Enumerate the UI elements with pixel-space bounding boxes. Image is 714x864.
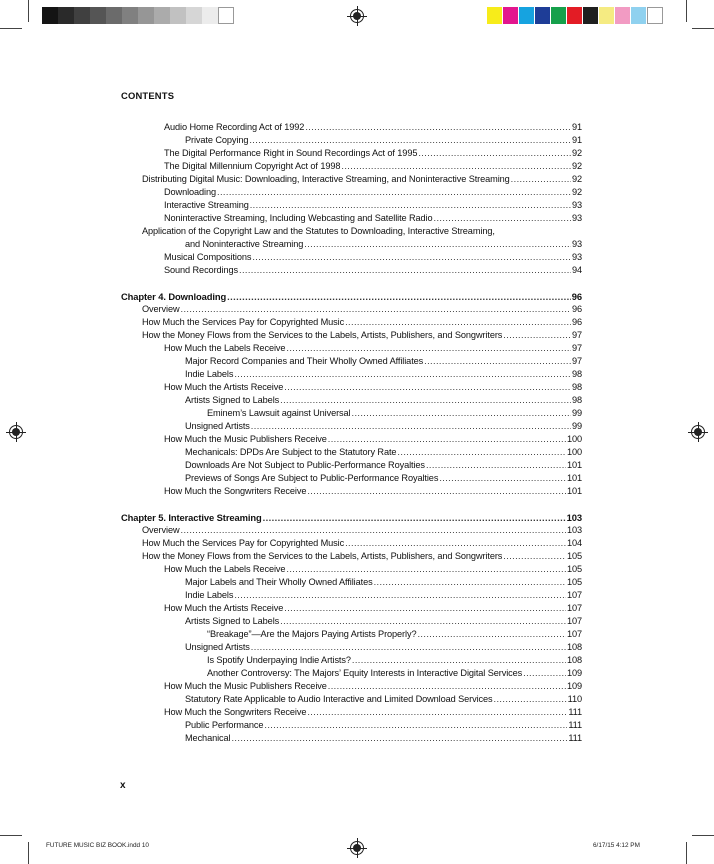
toc-entry-title: Previews of Songs Are Subject to Public-Performance Royalties bbox=[185, 473, 439, 483]
toc-entry-page: 105 bbox=[566, 564, 582, 574]
toc-entry-page: 109 bbox=[566, 681, 582, 691]
toc-entry-title: Unsigned Artists bbox=[185, 421, 250, 431]
toc-gap bbox=[121, 498, 582, 511]
crop-mark bbox=[686, 0, 687, 22]
color-swatch bbox=[218, 7, 234, 24]
toc-entry-title: Overview bbox=[142, 304, 180, 314]
toc-entry-title: Audio Home Recording Act of 1992 bbox=[164, 122, 305, 132]
toc-dot-leader bbox=[307, 706, 567, 719]
toc-entry bbox=[121, 303, 582, 316]
color-swatch bbox=[551, 7, 567, 24]
toc-chapter-entry bbox=[121, 290, 582, 303]
registration-mark-top bbox=[350, 9, 364, 23]
toc-entry bbox=[121, 602, 582, 615]
toc-entry bbox=[121, 654, 582, 667]
toc-entry bbox=[121, 537, 582, 550]
toc-dot-leader bbox=[231, 732, 567, 745]
color-swatch bbox=[567, 7, 583, 24]
toc-entry bbox=[121, 173, 582, 186]
toc-entry bbox=[121, 394, 582, 407]
toc-entry bbox=[121, 251, 582, 264]
toc-dot-leader bbox=[250, 199, 571, 212]
toc-entry-page: 103 bbox=[566, 512, 582, 523]
toc-entry-page: 107 bbox=[566, 603, 582, 613]
color-swatch bbox=[519, 7, 535, 24]
page-number: x bbox=[120, 780, 126, 791]
toc-entry-page: 100 bbox=[566, 434, 582, 444]
toc-entry-title: How Much the Labels Receive bbox=[164, 343, 286, 353]
toc-dot-leader bbox=[286, 342, 571, 355]
toc-entry-page: 92 bbox=[571, 148, 582, 158]
toc-entry-page: 93 bbox=[571, 200, 582, 210]
grayscale-bar bbox=[42, 7, 234, 24]
toc-entry-title: Indie Labels bbox=[185, 369, 234, 379]
toc-entry-page: 92 bbox=[571, 161, 582, 171]
toc-entry-page: 101 bbox=[566, 473, 582, 483]
toc-dot-leader bbox=[234, 589, 566, 602]
toc-entry-title: How the Money Flows from the Services to the Labels, Artists, Publishers, and Songwriters bbox=[142, 330, 503, 340]
toc-entry bbox=[121, 732, 582, 745]
toc-entry-title: and Noninteractive Streaming bbox=[185, 239, 304, 249]
toc-entry-title: How Much the Music Publishers Receive bbox=[164, 434, 327, 444]
toc-dot-leader bbox=[523, 667, 566, 680]
toc-dot-leader bbox=[397, 446, 566, 459]
toc-entry-page: 91 bbox=[571, 122, 582, 132]
toc-entry-title: Indie Labels bbox=[185, 590, 234, 600]
toc-dot-leader bbox=[217, 186, 571, 199]
toc-entry bbox=[121, 706, 582, 719]
toc-entry bbox=[121, 121, 582, 134]
color-swatch bbox=[631, 7, 647, 24]
toc-entry-title: Artists Signed to Labels bbox=[185, 395, 280, 405]
toc-dot-leader bbox=[239, 264, 571, 277]
color-swatch bbox=[615, 7, 631, 24]
toc-dot-leader bbox=[503, 550, 566, 563]
toc-entry-title: Downloads Are Not Subject to Public-Performance Royalties bbox=[185, 460, 425, 470]
toc-entry-title: Distributing Digital Music: Downloading, Interactive Streaming, and Noninteractive Streaming bbox=[142, 174, 510, 184]
color-swatch bbox=[154, 7, 170, 24]
toc-entry-title: Artists Signed to Labels bbox=[185, 616, 280, 626]
toc-dot-leader bbox=[345, 316, 571, 329]
toc-entry-page: 93 bbox=[571, 252, 582, 262]
toc-entry bbox=[121, 212, 582, 225]
toc-entry-title: How Much the Artists Receive bbox=[164, 382, 284, 392]
color-swatch bbox=[42, 7, 58, 24]
slug-filename: FUTURE MUSIC BIZ BOOK.indd 10 bbox=[46, 842, 149, 849]
toc-entry-page: 101 bbox=[566, 486, 582, 496]
toc-entry-title: How Much the Songwriters Receive bbox=[164, 707, 307, 717]
crop-mark bbox=[28, 842, 29, 864]
toc-entry-title: “Breakage”—Are the Majors Paying Artists Properly? bbox=[207, 629, 417, 639]
toc-entry-page: 111 bbox=[568, 707, 582, 717]
toc-gap bbox=[121, 277, 582, 290]
toc-entry-title: How Much the Services Pay for Copyrighted Music bbox=[142, 317, 345, 327]
toc-entry-title: Musical Compositions bbox=[164, 252, 252, 262]
crop-mark bbox=[692, 28, 714, 29]
toc-entry bbox=[121, 563, 582, 576]
toc-entry-page: 97 bbox=[571, 330, 582, 340]
toc-entry-page: 97 bbox=[571, 343, 582, 353]
crop-mark bbox=[0, 28, 22, 29]
toc-entry-page: 110 bbox=[567, 694, 582, 704]
toc-entry-title: Interactive Streaming bbox=[164, 200, 249, 210]
toc-entry bbox=[121, 407, 582, 420]
toc-dot-leader bbox=[426, 459, 566, 472]
toc-dot-leader bbox=[341, 160, 571, 173]
toc-entry-title: Public Performance bbox=[185, 720, 264, 730]
toc-dot-leader bbox=[511, 173, 571, 186]
toc-dot-leader bbox=[503, 329, 571, 342]
toc-entry-title: Application of the Copyright Law and the Statutes to Downloading, Interactive Streaming, bbox=[142, 226, 495, 236]
toc-entry-page: 98 bbox=[571, 395, 582, 405]
toc-entry-title: Eminem’s Lawsuit against Universal bbox=[207, 408, 351, 418]
toc-entry-page: 108 bbox=[566, 655, 582, 665]
toc-dot-leader bbox=[252, 251, 571, 264]
toc-entry bbox=[121, 615, 582, 628]
toc-entry-title: Noninteractive Streaming, Including Webcasting and Satellite Radio bbox=[164, 213, 433, 223]
toc-entry bbox=[121, 719, 582, 732]
toc-entry-title: Chapter 4. Downloading bbox=[121, 291, 227, 302]
toc-entry-page: 105 bbox=[566, 577, 582, 587]
toc-entry bbox=[121, 524, 582, 537]
toc-entry-page: 111 bbox=[568, 733, 582, 743]
toc-entry bbox=[121, 550, 582, 563]
toc-entry-title: How Much the Songwriters Receive bbox=[164, 486, 307, 496]
toc-entry-title: The Digital Millennium Copyright Act of 1998 bbox=[164, 161, 341, 171]
color-swatch bbox=[106, 7, 122, 24]
color-swatch bbox=[186, 7, 202, 24]
color-swatch bbox=[503, 7, 519, 24]
crop-mark bbox=[686, 842, 687, 864]
toc-entry bbox=[121, 433, 582, 446]
toc-entry-page: 104 bbox=[566, 538, 582, 548]
toc-entry-title: Major Labels and Their Wholly Owned Affiliates bbox=[185, 577, 373, 587]
registration-mark-bottom bbox=[350, 841, 364, 855]
toc-entry bbox=[121, 368, 582, 381]
toc-entry-page: 105 bbox=[566, 551, 582, 561]
toc-entry-title: Unsigned Artists bbox=[185, 642, 250, 652]
toc-entry bbox=[121, 641, 582, 654]
toc-entry bbox=[121, 147, 582, 160]
toc-dot-leader bbox=[181, 524, 566, 537]
toc-dot-leader bbox=[280, 615, 566, 628]
toc-chapter-entry bbox=[121, 511, 582, 524]
toc-entry bbox=[121, 329, 582, 342]
color-swatch bbox=[487, 7, 503, 24]
toc-dot-leader bbox=[284, 381, 571, 394]
toc-entry bbox=[121, 485, 582, 498]
toc-entry bbox=[121, 693, 582, 706]
toc-entry-page: 93 bbox=[571, 239, 582, 249]
toc-entry bbox=[121, 680, 582, 693]
table-of-contents bbox=[121, 121, 582, 745]
toc-entry bbox=[121, 238, 582, 251]
toc-entry-title: The Digital Performance Right in Sound Recordings Act of 1995 bbox=[164, 148, 418, 158]
toc-entry-page: 98 bbox=[571, 382, 582, 392]
toc-entry-page: 100 bbox=[566, 447, 582, 457]
color-bar bbox=[487, 7, 663, 24]
crop-mark bbox=[0, 835, 22, 836]
toc-entry-page: 107 bbox=[566, 629, 582, 639]
toc-entry-title: How Much the Services Pay for Copyrighted Music bbox=[142, 538, 345, 548]
toc-entry-title: How the Money Flows from the Services to the Labels, Artists, Publishers, and Songwriters bbox=[142, 551, 503, 561]
toc-entry-page: 92 bbox=[571, 174, 582, 184]
toc-dot-leader bbox=[424, 355, 571, 368]
color-swatch bbox=[170, 7, 186, 24]
toc-dot-leader bbox=[227, 290, 571, 303]
toc-entry bbox=[121, 342, 582, 355]
toc-entry-page: 96 bbox=[571, 304, 582, 314]
color-swatch bbox=[583, 7, 599, 24]
toc-entry-page: 107 bbox=[566, 590, 582, 600]
toc-entry-title: Sound Recordings bbox=[164, 265, 238, 275]
toc-entry bbox=[121, 264, 582, 277]
toc-entry-title: Private Copying bbox=[185, 135, 249, 145]
toc-entry bbox=[121, 160, 582, 173]
toc-entry bbox=[121, 355, 582, 368]
color-swatch bbox=[138, 7, 154, 24]
toc-dot-leader bbox=[494, 693, 567, 706]
toc-entry bbox=[121, 381, 582, 394]
toc-dot-leader bbox=[328, 680, 566, 693]
toc-entry-title: Another Controversy: The Majors’ Equity Interests in Interactive Digital Services bbox=[207, 668, 523, 678]
toc-entry-page: 94 bbox=[571, 265, 582, 275]
toc-entry bbox=[121, 459, 582, 472]
toc-dot-leader bbox=[263, 511, 566, 524]
toc-entry-page: 111 bbox=[568, 720, 582, 730]
slug-date: 6/17/15 4:12 PM bbox=[593, 842, 640, 849]
toc-entry-page: 99 bbox=[571, 408, 582, 418]
toc-dot-leader bbox=[307, 485, 566, 498]
toc-entry bbox=[121, 446, 582, 459]
toc-entry-title: Chapter 5. Interactive Streaming bbox=[121, 512, 262, 523]
registration-mark-left bbox=[9, 425, 23, 439]
toc-entry-page: 97 bbox=[571, 356, 582, 366]
toc-dot-leader bbox=[352, 654, 566, 667]
toc-entry-page: 96 bbox=[571, 317, 582, 327]
toc-dot-leader bbox=[251, 420, 571, 433]
crop-mark bbox=[692, 835, 714, 836]
toc-dot-leader bbox=[417, 628, 566, 641]
color-swatch bbox=[74, 7, 90, 24]
toc-entry-page: 108 bbox=[566, 642, 582, 652]
toc-dot-leader bbox=[284, 602, 566, 615]
toc-entry-page: 99 bbox=[571, 421, 582, 431]
toc-dot-leader bbox=[439, 472, 566, 485]
toc-entry-page: 93 bbox=[571, 213, 582, 223]
color-swatch bbox=[58, 7, 74, 24]
toc-entry-title: How Much the Labels Receive bbox=[164, 564, 286, 574]
toc-entry-page: 98 bbox=[571, 369, 582, 379]
toc-dot-leader bbox=[434, 212, 571, 225]
toc-dot-leader bbox=[249, 134, 571, 147]
toc-entry-title: Overview bbox=[142, 525, 180, 535]
toc-entry-page: 92 bbox=[571, 187, 582, 197]
toc-entry bbox=[121, 472, 582, 485]
toc-dot-leader bbox=[305, 121, 571, 134]
toc-entry-title: Downloading bbox=[164, 187, 217, 197]
toc-entry-title: Mechanical bbox=[185, 733, 231, 743]
toc-entry bbox=[121, 225, 582, 238]
toc-dot-leader bbox=[251, 641, 566, 654]
toc-dot-leader bbox=[280, 394, 571, 407]
toc-entry bbox=[121, 576, 582, 589]
toc-entry bbox=[121, 628, 582, 641]
toc-entry-title: Statutory Rate Applicable to Audio Interactive and Limited Download Services bbox=[185, 694, 493, 704]
toc-entry-title: How Much the Music Publishers Receive bbox=[164, 681, 327, 691]
color-swatch bbox=[647, 7, 663, 24]
toc-entry-title: Mechanicals: DPDs Are Subject to the Statutory Rate bbox=[185, 447, 397, 457]
toc-entry bbox=[121, 420, 582, 433]
toc-entry-title: Major Record Companies and Their Wholly Owned Affiliates bbox=[185, 356, 424, 366]
toc-entry bbox=[121, 199, 582, 212]
toc-entry-page: 101 bbox=[566, 460, 582, 470]
toc-dot-leader bbox=[345, 537, 566, 550]
toc-entry bbox=[121, 186, 582, 199]
toc-entry-page: 103 bbox=[566, 525, 582, 535]
toc-entry-page: 109 bbox=[566, 668, 582, 678]
toc-entry bbox=[121, 589, 582, 602]
crop-mark bbox=[28, 0, 29, 22]
color-swatch bbox=[90, 7, 106, 24]
color-swatch bbox=[122, 7, 138, 24]
toc-entry-title: Is Spotify Underpaying Indie Artists? bbox=[207, 655, 351, 665]
toc-dot-leader bbox=[304, 238, 571, 251]
toc-dot-leader bbox=[374, 576, 566, 589]
toc-dot-leader bbox=[418, 147, 571, 160]
toc-entry-page: 91 bbox=[571, 135, 582, 145]
color-swatch bbox=[535, 7, 551, 24]
color-swatch bbox=[599, 7, 615, 24]
toc-entry-title: How Much the Artists Receive bbox=[164, 603, 284, 613]
toc-dot-leader bbox=[328, 433, 566, 446]
toc-dot-leader bbox=[181, 303, 571, 316]
toc-dot-leader bbox=[264, 719, 567, 732]
toc-entry bbox=[121, 667, 582, 680]
toc-entry-page: 96 bbox=[571, 291, 582, 302]
registration-mark-right bbox=[691, 425, 705, 439]
toc-dot-leader bbox=[234, 368, 571, 381]
color-swatch bbox=[202, 7, 218, 24]
toc-dot-leader bbox=[286, 563, 566, 576]
page-heading: CONTENTS bbox=[121, 90, 175, 101]
toc-dot-leader bbox=[352, 407, 571, 420]
toc-entry bbox=[121, 134, 582, 147]
toc-entry-page: 107 bbox=[566, 616, 582, 626]
toc-entry bbox=[121, 316, 582, 329]
